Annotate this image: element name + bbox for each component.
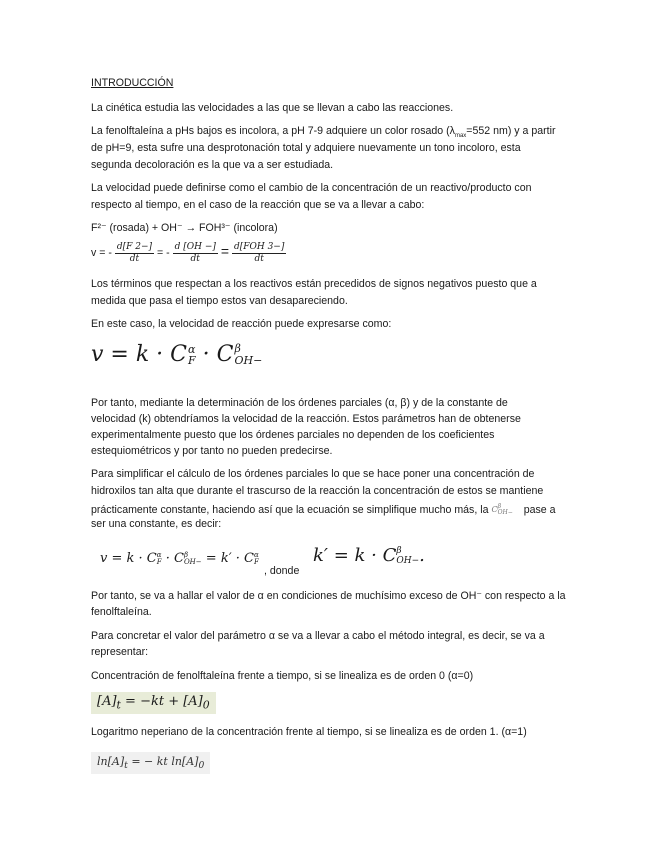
paragraph-simplificar-line3: prácticamente constante, haciendo así que la ecuación se simplifique mucho más, la C β OH− pase a — [91, 500, 571, 520]
paragraph-ordenes-line3: experimentalmente puesto que los órdenes parciales no dependen de los coeficientes — [91, 429, 495, 441]
paragraph-simplificar-line2: hidroxilos tan alta que durante el trascurso de la reacción la concentración de estos se mantiene — [91, 485, 544, 497]
zero-order-equation: $[A]_t = -kt + [A]_0$ — [91, 692, 216, 714]
paragraph-exceso-line1: Por tanto, se va a hallar el valor de α en condiciones de muchísimo exceso de OH⁻ con respecto a la — [91, 590, 566, 602]
paragraph-metodo-line1: Para concretar el valor del parámetro α se va a llevar a cabo el método integral, es decir, se va a — [91, 630, 545, 642]
rate-expression: v = - $\frac{d[F 2-]}{dt}$ = - $\frac{d [OH -]}{dt}$ = $\frac{\text{d[FOH 3−]}}{dt}$ — [91, 241, 285, 264]
paragraph-fenolftaleina-line1: La fenolftaleína a pHs bajos es incolora, a pH 7-9 adquiere un color rosado ($\lambda_{max}=552$ nm) y a partir — [91, 125, 556, 140]
k-prime-equation: k′ = k · C β OH− . — [313, 545, 425, 566]
section-title: INTRODUCCIÓN — [91, 77, 174, 89]
inline-oh-term: C β OH− — [491, 503, 513, 517]
paragraph-terminos-line2: medida que pasa el tiempo estos van desapareciendo. — [91, 295, 348, 307]
paragraph-ordenes-line2: velocidad (k) obtendríamos la velocidad de la reacción. Estos parámetros han de obtenerse — [91, 413, 521, 425]
paragraph-velocidad-line2: respecto al tiempo, en el caso de la reacción que se va a llevar a cabo: — [91, 199, 425, 211]
first-order-equation: $\ln[A]_t$ = − kt $\ln[A]_0$ — [91, 752, 210, 774]
paragraph-orden-cero: Concentración de fenolftaleína frente a tiempo, si se linealiza es de orden 0 (α=0) — [91, 670, 474, 682]
rate-law-equation: v = k · C α F · C β OH− — [91, 342, 263, 367]
paragraph-velocidad-line1: La velocidad puede definirse como el cambio de la concentración de un reactivo/producto con — [91, 182, 532, 194]
paragraph-exceso-line2: fenolftaleína. — [91, 606, 152, 618]
rate-fraction-oh: $\frac{d [OH -]}{dt}$ — [174, 241, 216, 264]
paragraph-orden-uno: Logaritmo neperiano de la concentración frente al tiempo, si se linealiza es de orden 1. (α=1) — [91, 726, 527, 738]
reaction-equation: F²⁻ (rosada) + OH⁻ → FOH³⁻ (incolora) — [91, 222, 278, 234]
paragraph-simplificar-line4: ser una constante, es decir: — [91, 518, 222, 530]
paragraph-terminos-line1: Los términos que respectan a los reactivos están precedidos de signos negativos puesto que a — [91, 278, 537, 290]
rate-fraction-f: $\frac{d[F 2-]}{dt}$ — [116, 241, 153, 264]
paragraph-ordenes-line1: Por tanto, mediante la determinación de los órdenes parciales (α, β) y de la constante de — [91, 397, 508, 409]
paragraph-intro: La cinética estudia las velocidades a las que se llevan a cabo las reacciones. — [91, 102, 454, 114]
paragraph-ordenes-line4: estequiométricos y por tanto no pueden predecirse. — [91, 445, 333, 457]
paragraph-simplificar-line1: Para simplificar el cálculo de los órdenes parciales lo que se hace poner una concentración de — [91, 468, 535, 480]
simplified-rate-equation: v = k · C α F · C β OH− = k′ · C α F — [100, 550, 259, 566]
paragraph-fenolftaleina-line3: segunda decoloración es la que va a ser estudiada. — [91, 159, 334, 171]
donde-label: , donde — [264, 565, 300, 577]
paragraph-fenolftaleina-line2: de pH=9, esta sufre una desprotonación total y adquiere nuevamente un tono incoloro, esta — [91, 142, 521, 154]
paragraph-metodo-line2: representar: — [91, 646, 149, 658]
paragraph-expresion: En este caso, la velocidad de reacción puede expresarse como: — [91, 318, 392, 330]
rate-fraction-foh: $\frac{\text{d[FOH 3−]}}{dt}$ — [233, 241, 285, 264]
